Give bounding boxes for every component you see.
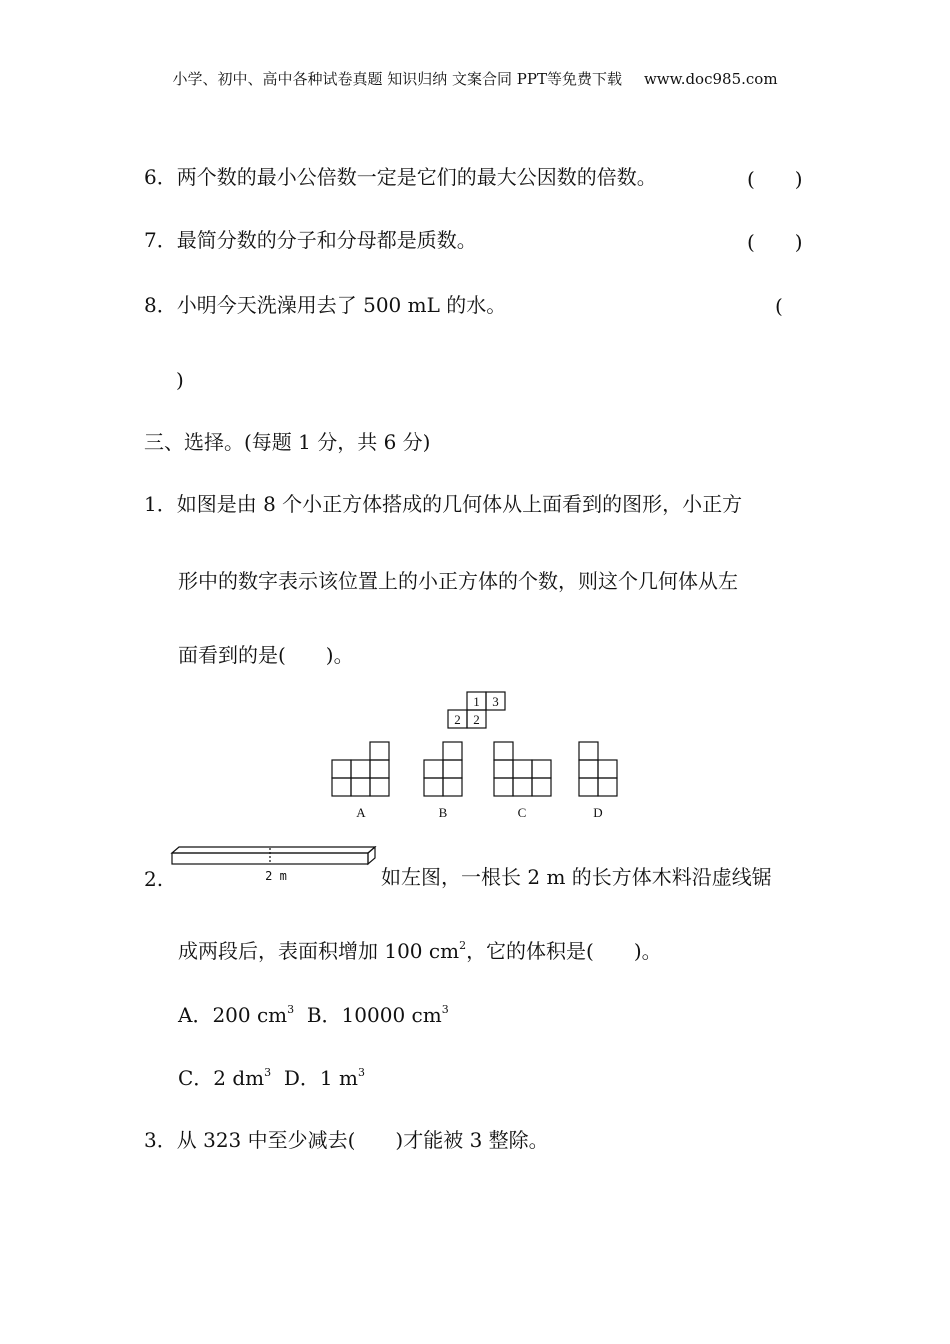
q2-line-2-post: ，它的体积是( )。 bbox=[466, 939, 662, 963]
wood-bar-end bbox=[368, 847, 375, 864]
question-text: 从 323 中至少减去( )才能被 3 整除。 bbox=[176, 1128, 549, 1152]
length-label: 2 m bbox=[265, 869, 287, 883]
option-a-label: A bbox=[356, 805, 366, 820]
q2-options-cd bbox=[178, 1066, 365, 1090]
superscript: 3 bbox=[357, 1066, 365, 1079]
option-b-label: B bbox=[438, 805, 448, 820]
q1-figure bbox=[325, 686, 625, 826]
header-site: www.doc985.com bbox=[643, 70, 778, 88]
top-view-number: 2 bbox=[473, 712, 480, 727]
option-b: B．10000 cm bbox=[306, 1003, 442, 1027]
question-7 bbox=[144, 228, 477, 252]
superscript: 3 bbox=[287, 1003, 295, 1016]
question-text: 如图是由 8 个小正方体搭成的几何体从上面看到的图形，小正方 bbox=[176, 492, 743, 516]
q1-line-3: 面看到的是( )。 bbox=[178, 643, 354, 667]
wood-bar-top bbox=[172, 847, 375, 853]
option-d-label: D bbox=[593, 805, 603, 820]
option-d-shape bbox=[579, 742, 617, 796]
question-6 bbox=[144, 165, 657, 189]
question-3 bbox=[144, 1128, 549, 1152]
question-number: 8． bbox=[144, 293, 177, 317]
top-view-number: 2 bbox=[454, 712, 461, 727]
q1-line-2: 形中的数字表示该位置上的小正方体的个数，则这个几何体从左 bbox=[178, 569, 738, 593]
wood-bar-figure bbox=[168, 846, 378, 884]
top-view-number: 1 bbox=[473, 694, 480, 709]
answer-blank: ( ) bbox=[747, 167, 803, 191]
question-number: 1． bbox=[144, 492, 177, 516]
q2-options-ab bbox=[178, 1003, 449, 1027]
option-d: D．1 m bbox=[283, 1066, 358, 1090]
option-a: A．200 cm bbox=[178, 1003, 288, 1027]
question-number: 3． bbox=[144, 1128, 177, 1152]
question-number: 7． bbox=[144, 228, 177, 252]
q1-line-1 bbox=[144, 492, 742, 516]
question-text: 最简分数的分子和分母都是质数。 bbox=[176, 228, 477, 252]
question-text: 两个数的最小公倍数一定是它们的最大公因数的倍数。 bbox=[176, 165, 657, 189]
option-c: C．2 dm bbox=[178, 1066, 265, 1090]
section-title: 三、选择。(每题 1 分，共 6 分) bbox=[144, 430, 431, 454]
answer-blank-close: ) bbox=[176, 368, 184, 392]
question-text: 小明今天洗澡用去了 500 mL 的水。 bbox=[176, 293, 507, 317]
question-number: 2. bbox=[144, 867, 164, 891]
q2-line-1: 如左图，一根长 2 m 的长方体木料沿虚线锯 bbox=[381, 865, 772, 889]
option-c-shape bbox=[494, 742, 551, 796]
question-number: 6． bbox=[144, 165, 177, 189]
superscript: 3 bbox=[264, 1066, 272, 1079]
superscript: 3 bbox=[441, 1003, 449, 1016]
superscript: 2 bbox=[459, 939, 467, 952]
option-a-shape bbox=[332, 742, 389, 796]
q2-line-2-pre: 成两段后，表面积增加 100 cm bbox=[178, 939, 460, 963]
page-header bbox=[0, 68, 950, 89]
q2-line-2 bbox=[178, 939, 662, 963]
answer-blank: ( ) bbox=[747, 230, 803, 254]
option-b-shape bbox=[424, 742, 462, 796]
header-slogan: 小学、初中、高中各种试卷真题 知识归纳 文案合同 PPT等免费下载 bbox=[172, 70, 622, 88]
question-8 bbox=[144, 293, 506, 317]
answer-blank-open: ( bbox=[775, 294, 783, 318]
option-c-label: C bbox=[517, 805, 527, 820]
top-view-number: 3 bbox=[492, 694, 499, 709]
wood-bar-front bbox=[172, 853, 368, 864]
